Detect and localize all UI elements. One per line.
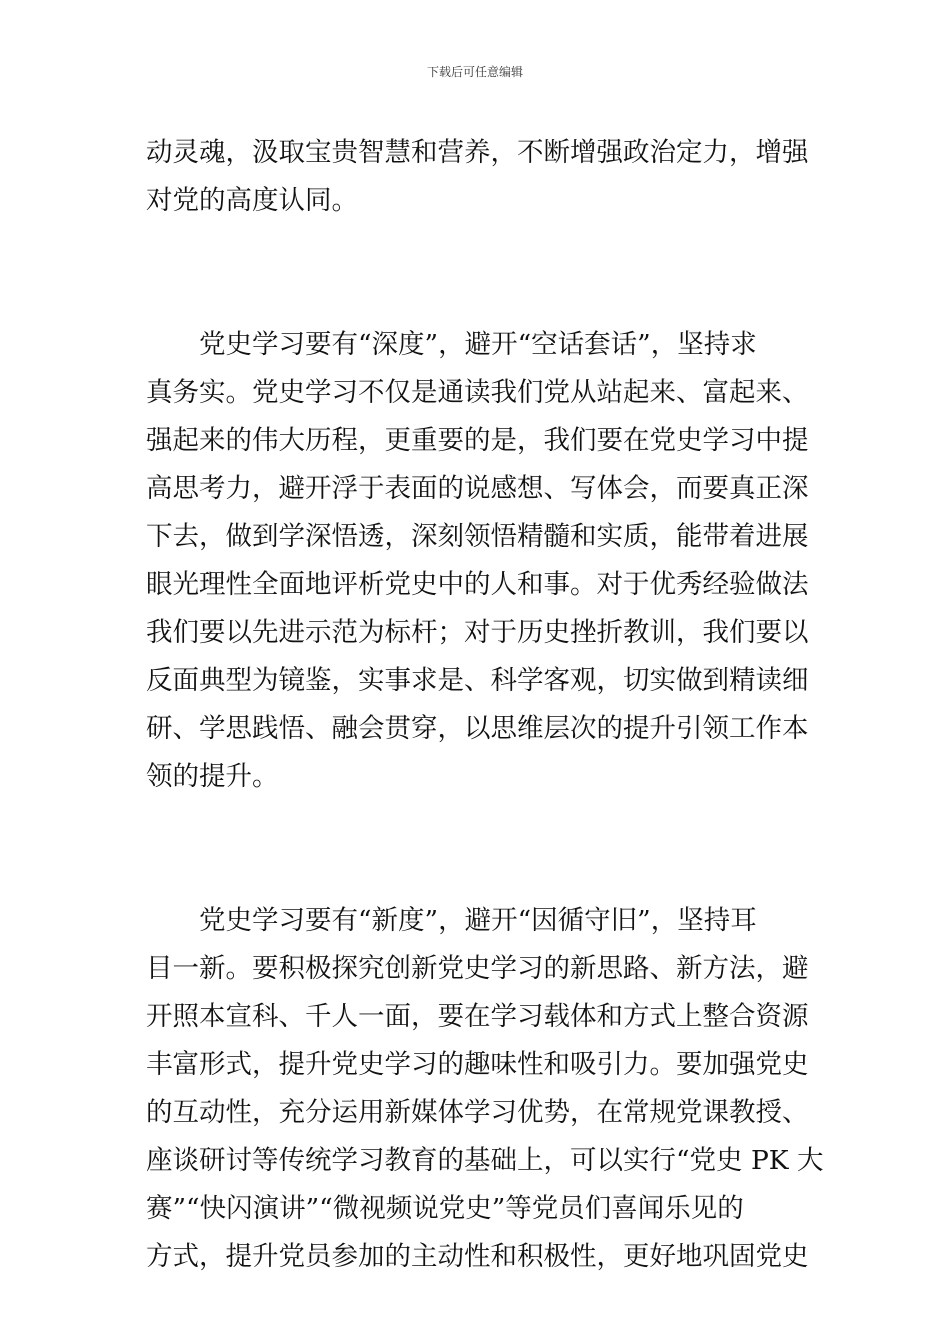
paragraph-3-line-3: 开照本宣科、千人一面，要在学习载体和方式上整合资源 xyxy=(146,1001,809,1032)
paragraph-3-line-2: 目一新。要积极探究创新党史学习的新思路、新方法，避 xyxy=(146,953,809,984)
paragraph-1-line-2: 对党的高度认同。 xyxy=(146,185,358,216)
paragraph-gap xyxy=(146,849,814,897)
paragraph-gap xyxy=(146,273,814,321)
document-body xyxy=(146,129,824,1281)
paragraph-3-line-6: 座谈研讨等传统学习教育的基础上，可以实行“党史 PK 大 xyxy=(146,1145,824,1176)
paragraph-3-line-7: 赛”“快闪演讲”“微视频说党史”等党员们喜闻乐见的 xyxy=(146,1193,744,1224)
page-header: 下载后可任意编辑 xyxy=(426,65,523,79)
paragraph-3 xyxy=(146,897,824,1281)
paragraph-2-line-9: 研、学思践悟、融会贯穿，以思维层次的提升引领工作本 xyxy=(146,713,809,744)
paragraph-3-line-1: 党史学习要有“新度”，避开“因循守旧”，坚持耳 xyxy=(199,905,757,936)
paragraph-2-line-1: 党史学习要有“深度”，避开“空话套话”，坚持求 xyxy=(199,329,757,360)
paragraph-2-line-6: 眼光理性全面地评析党史中的人和事。对于优秀经验做法 xyxy=(146,569,809,600)
paragraph-2-line-2: 真务实。党史学习不仅是通读我们党从站起来、富起来、 xyxy=(146,377,809,408)
paragraph-3-line-5: 的互动性，充分运用新媒体学习优势，在常规党课教授、 xyxy=(146,1097,809,1128)
paragraph-2-line-8: 反面典型为镜鉴，实事求是、科学客观，切实做到精读细 xyxy=(146,665,809,696)
paragraph-3-line-8: 方式，提升党员参加的主动性和积极性，更好地巩固党史 xyxy=(146,1241,809,1272)
paragraph-2-line-3: 强起来的伟大历程，更重要的是，我们要在党史学习中提 xyxy=(146,425,809,456)
paragraph-1 xyxy=(146,129,814,225)
paragraph-2-line-10: 领的提升。 xyxy=(146,761,279,792)
paragraph-2-line-5: 下去，做到学深悟透，深刻领悟精髓和实质，能带着进展 xyxy=(146,521,809,552)
paragraph-3-line-4: 丰富形式，提升党史学习的趣味性和吸引力。要加强党史 xyxy=(146,1049,809,1080)
paragraph-gap xyxy=(146,801,814,849)
paragraph-2-line-4: 高思考力，避开浮于表面的说感想、写体会，而要真正深 xyxy=(146,473,809,504)
paragraph-2 xyxy=(146,321,814,801)
paragraph-gap xyxy=(146,225,814,273)
paragraph-2-line-7: 我们要以先进示范为标杆；对于历史挫折教训，我们要以 xyxy=(146,617,809,648)
paragraph-1-line-1: 动灵魂，汲取宝贵智慧和营养，不断增强政治定力，增强 xyxy=(146,137,809,168)
